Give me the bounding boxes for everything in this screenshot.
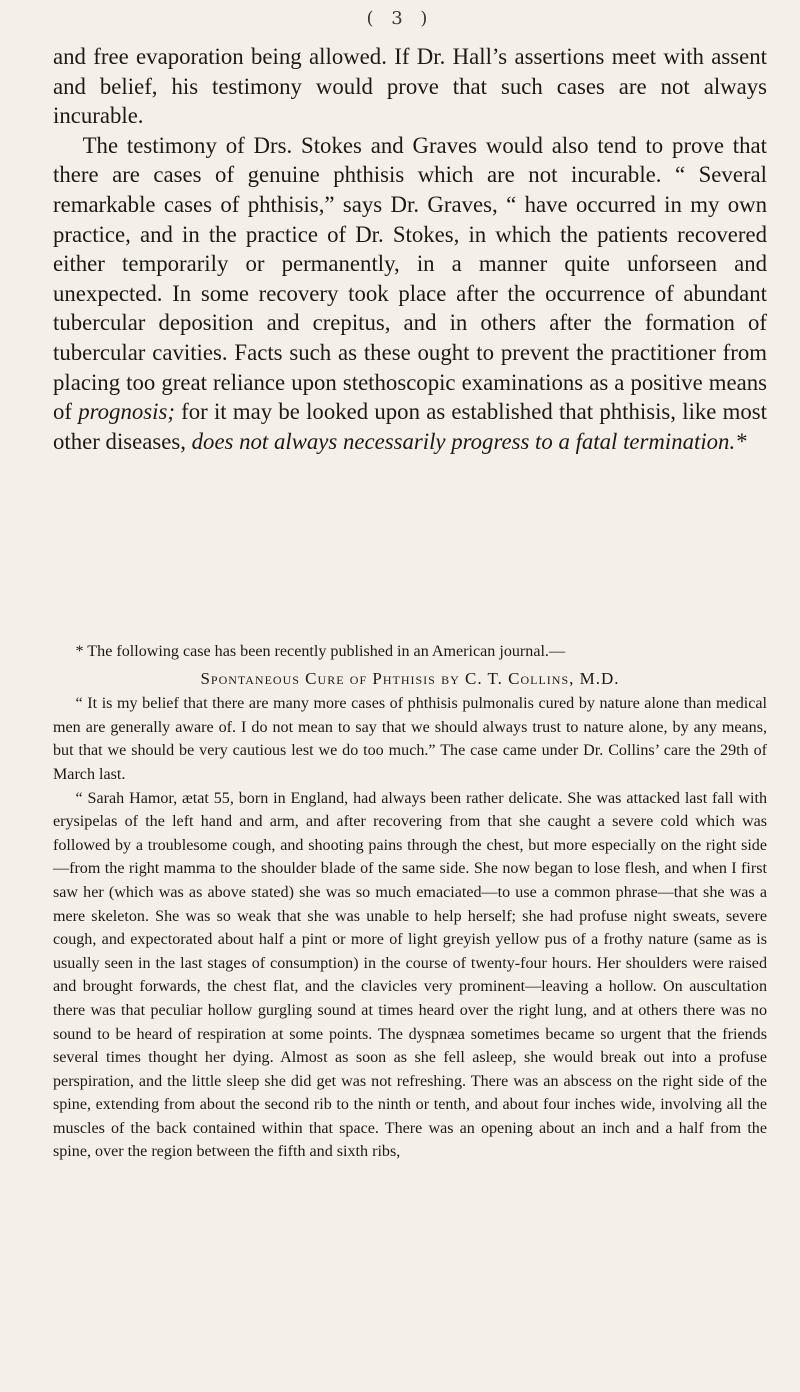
italic-prognosis: prognosis; — [78, 399, 175, 425]
page-number: ( 3 ) — [366, 8, 434, 29]
footnote-intro: * The following case has been recently published in an American journal.— — [75, 643, 566, 660]
footnote-heading: Spontaneous Cure of Phthisis by C. T. Collins, M.D. — [200, 668, 620, 688]
main-body-text — [53, 42, 767, 456]
footnote-paragraph-2: “ Sarah Hamor, ætat 55, born in England, had always been rather delicate. She was attacked last fall with erysipelas of the left hand and arm, and after recovering from that she caught a severe cold which was followed by a troublesome cough, and shooting pains through the chest, but more especially on the right side—from the right mamma to the shoulder blade of the same side. She now began to lose flesh, and when I first saw her (which was as above stated) she was so much emaciated—to use a common phrase—that she was a mere skeleton. She was so weak that she was unable to help herself; she had profuse night sweats, severe cough, and expectorated about half a pint or more of light greyish yellow pus of a frothy nature (same as is usually seen in the last stages of consumption) in the course of twenty-four hours. Her shoulders were raised and brought forwards, the chest flat, and the clavicles very prominent—leaving a hollow. On auscultation there was that peculiar hollow gurgling sound at times heard over the right lung, and at others there was no sound to be heard of respiration at some points. The dyspnæa sometimes became so urgent that the friends several times thought her dying. Almost as soon as she fell asleep, she would break out into a profuse perspiration, and the little sleep she did get was not refreshing. There was an abscess on the right side of the spine, extending from about the second rib to the ninth or tenth, and about four inches wide, involving all the muscles of the back contained within that space. There was an opening about an inch and a half from the spine, over the region between the fifth and sixth ribs, — [53, 789, 767, 1161]
paragraph-continuation: and free evaporation being allowed. If Dr. Hall’s assertions meet with assent and belief, his testimony would prove that such cases are not always incurable. — [53, 44, 767, 129]
italic-conclusion: does not always necessarily progress to a fatal termination.* — [191, 428, 747, 454]
paragraph-testimony — [53, 131, 767, 457]
paragraph-testimony-text-2: for it may be looked upon as established that phthisis, like most other diseases, — [53, 399, 767, 454]
footnote — [53, 640, 767, 1164]
footnote-paragraph-1: “ It is my belief that there are many more cases of phthisis pulmonalis cured by nature alone than medical men are generally aware of. I do not mean to say that we should always trust to nature alone, by any means, but that we should be very cautious lest we do too much.” The case came under Dr. Collins’ care the 29th of March last. — [53, 695, 767, 783]
paragraph-testimony-text: The testimony of Drs. Stokes and Graves would also tend to prove that there are cases of genuine phthisis which are not incurable. “ Several remarkable cases of phthisis,” says Dr. Graves, “ have occurred in my own practice, and in the practice of Dr. Stokes, in which the patients recovered either temporarily or permanently, in a manner quite unforseen and unexpected. In some recovery took place after the occurrence of abundant tubercular deposition and crepitus, and in others after the formation of tubercular cavities. Facts such as these ought to prevent the practitioner from placing too great reliance upon stethoscopic examinations as a positive means of — [53, 132, 767, 425]
